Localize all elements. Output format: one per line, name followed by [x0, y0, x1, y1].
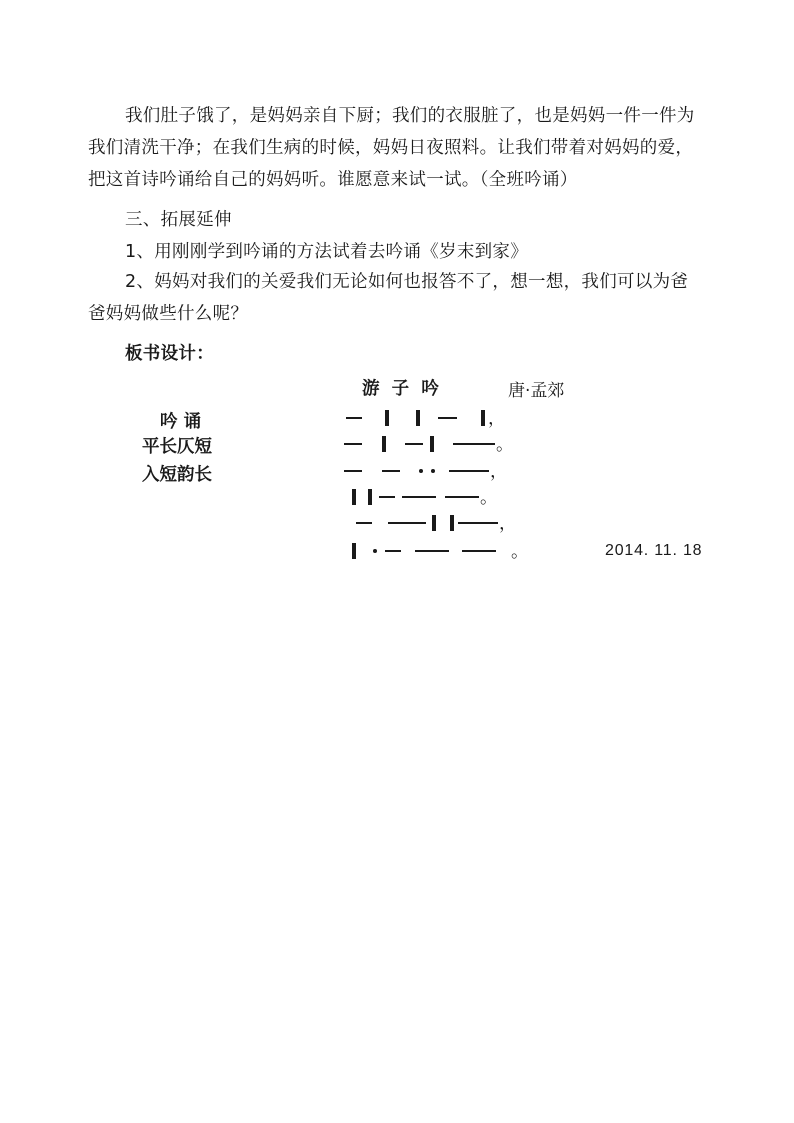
date-stamp: 2014. 11. 18 — [605, 542, 703, 559]
list-item-2: 2、妈妈对我们的关爱我们无论如何也报答不了，想一想，我们可以为爸爸妈妈做些什么呢？ — [88, 272, 689, 324]
level-tone-mark — [346, 417, 362, 419]
oblique-tone-mark — [352, 543, 356, 559]
level-tone-mark — [405, 443, 423, 445]
entering-tone-mark — [373, 549, 377, 553]
section-heading: 三、拓展延伸 — [125, 210, 232, 230]
oblique-tone-mark — [352, 489, 356, 505]
poem-title: 游 子 吟 — [362, 379, 439, 399]
label-recitation: 吟 诵 — [160, 412, 202, 432]
list-item-1: 1、用刚刚学到吟诵的方法试着去吟诵《岁末到家》 — [125, 242, 529, 262]
level-tone-mark — [445, 496, 479, 498]
board-design-heading: 板书设计： — [125, 344, 214, 364]
oblique-tone-mark — [416, 410, 420, 426]
line-end-punct: 。 — [511, 542, 529, 562]
level-tone-mark — [438, 417, 457, 419]
rhythm-line-1 — [346, 406, 506, 430]
level-tone-mark — [379, 496, 395, 498]
entering-tone-mark — [419, 469, 423, 473]
level-tone-mark — [449, 470, 489, 472]
line-end-punct: ， — [490, 462, 508, 482]
rhythm-line-2 — [344, 432, 524, 456]
oblique-tone-mark — [450, 515, 454, 531]
label-rhyme-rule: 入短韵长 — [142, 465, 212, 485]
body-paragraph: 我们肚子饿了，是妈妈亲自下厨；我们的衣服脏了，也是妈妈一件一件为我们清洗干净；在我们生病的时候，妈妈日夜照料。让我们带着对妈妈的爱，把这首诗吟诵给自己的妈妈听。谁愿意来试一试。（全班吟诵） — [88, 106, 695, 190]
entering-tone-mark — [431, 469, 435, 473]
rhythm-line-3 — [344, 459, 524, 483]
line-end-punct: 。 — [480, 488, 498, 508]
line-end-punct: ， — [499, 514, 517, 534]
oblique-tone-mark — [382, 436, 386, 452]
level-tone-mark — [402, 496, 436, 498]
poem-author: 唐·孟郊 — [508, 381, 565, 401]
oblique-tone-mark — [385, 410, 389, 426]
level-tone-mark — [385, 550, 401, 552]
level-tone-mark — [458, 522, 498, 524]
line-end-punct: ， — [488, 409, 506, 429]
level-tone-mark — [388, 522, 426, 524]
rhythm-line-4 — [352, 485, 532, 509]
level-tone-mark — [382, 470, 400, 472]
rhythm-line-6 — [352, 539, 542, 563]
level-tone-mark — [453, 443, 495, 445]
oblique-tone-mark — [432, 515, 436, 531]
oblique-tone-mark — [430, 436, 434, 452]
line-end-punct: 。 — [496, 435, 514, 455]
level-tone-mark — [356, 522, 372, 524]
level-tone-mark — [344, 470, 362, 472]
label-tone-rule: 平长仄短 — [142, 437, 212, 457]
level-tone-mark — [344, 443, 362, 445]
rhythm-line-5 — [350, 511, 530, 535]
level-tone-mark — [462, 550, 496, 552]
level-tone-mark — [415, 550, 449, 552]
oblique-tone-mark — [368, 489, 372, 505]
oblique-tone-mark — [481, 410, 485, 426]
